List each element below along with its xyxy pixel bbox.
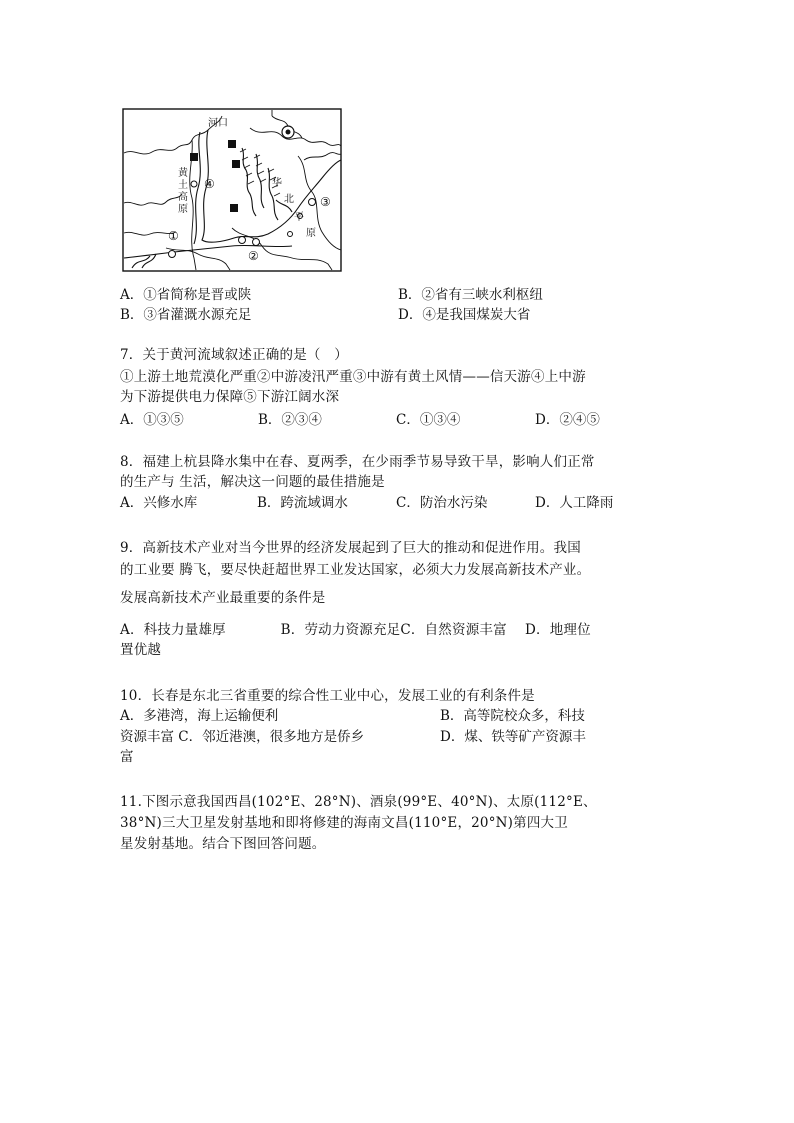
q10-line3-right: D．煤、铁等矿产资源丰 (440, 729, 586, 745)
label-n2: ② (248, 249, 259, 263)
q7-option-a: A．①③⑤ (120, 412, 184, 428)
label-loess-1: 黄 (178, 168, 188, 179)
q8-line2: 的生产与 生活，解决这一问题的最佳措施是 (120, 474, 385, 490)
q10-line4: 富 (120, 749, 134, 765)
q11-line3: 星发射基地。结合下图回答问题。 (120, 836, 326, 852)
city-marker (191, 181, 197, 187)
city-marker (288, 232, 293, 237)
q8-option-b: B．跨流域调水 (257, 495, 348, 511)
coal-marker (190, 153, 198, 161)
q9-line2: 的工业要 腾飞，要尽快赶超世界工业发达国家，必须大力发展高新技术产业。 (120, 562, 591, 578)
q9-line3: 发展高新技术产业最重要的条件是 (120, 590, 326, 606)
q9-options-line2: 置优越 (120, 642, 162, 658)
coal-marker (232, 160, 240, 168)
q10-line3-left: 资源丰富 C．邻近港澳，很多地方是侨乡 (120, 729, 365, 745)
q6-option-d: D．④是我国煤炭大省 (398, 307, 531, 323)
label-loess-4: 原 (178, 204, 188, 215)
label-n3: ③ (320, 195, 331, 209)
label-ncp-1: 华 (272, 178, 282, 189)
q7-option-d: D．②④⑤ (535, 412, 600, 428)
q9-line1: 9．高新技术产业对当今世界的经济发展起到了巨大的推动和促进作用。我国 (120, 540, 581, 556)
label-loess-3: 高 (178, 192, 188, 203)
q7-items-line1: ①上游土地荒漠化严重②中游凌汛严重③中游有黄土风情——信天游④上中游 (120, 369, 586, 385)
q10-stem: 10．长春是东北三省重要的综合性工业中心，发展工业的有利条件是 (120, 688, 535, 704)
q11-line1: 11.下图示意我国西昌(102°E、28°N)、酒泉(99°E、40°N)、太原(112°E、 (120, 794, 597, 810)
q10-option-a: A．多港湾，海上运输便利 (120, 708, 279, 724)
q7-option-b: B．②③④ (258, 412, 322, 428)
q8-option-d: D．人工降雨 (535, 495, 614, 511)
q11-line2: 38°N)三大卫星发射基地和即将修建的海南文昌(110°E，20°N)第四大卫 (120, 815, 568, 831)
label-loess-2: 土 (178, 180, 188, 191)
capital-marker (282, 126, 294, 138)
label-hekou: 河口 (208, 118, 228, 129)
q6-option-b: B．②省有三峡水利枢纽 (398, 287, 543, 303)
q8-line1: 8．福建上杭县降水集中在春、夏两季，在少雨季节易导致干旱，影响人们正常 (120, 454, 595, 470)
label-ncp-2: 北 (284, 194, 294, 205)
label-n4: ④ (204, 177, 215, 191)
q7-items-line2: 为下游提供电力保障⑤下游江阔水深 (120, 389, 340, 405)
label-ncp-3: 平 (294, 212, 304, 223)
q6-option-c: B．③省灌溉水源充足 (120, 307, 252, 323)
q10-option-b: B．高等院校众多，科技 (440, 708, 585, 724)
map-frame (123, 109, 341, 271)
q8-option-a: A．兴修水库 (120, 495, 198, 511)
city-marker (253, 239, 260, 246)
q7-stem: 7．关于黄河流域叙述正确的是（ ） (120, 347, 348, 363)
city-marker (169, 251, 176, 258)
coal-marker (230, 204, 238, 212)
coal-marker (228, 140, 236, 148)
yellow-river-map (122, 108, 342, 272)
label-n1: ① (168, 229, 179, 243)
city-marker (239, 237, 246, 244)
label-ncp-4: 原 (306, 228, 316, 239)
q6-option-a: A．①省简称是晋或陕 (120, 287, 252, 303)
city-marker (309, 199, 316, 206)
q9-options-line: A．科技力量雄厚 B．劳动力资源充足C．自然资源丰富 D．地理位 (120, 622, 591, 638)
q8-option-c: C．防治水污染 (396, 495, 488, 511)
q7-option-c: C．①③④ (396, 412, 461, 428)
